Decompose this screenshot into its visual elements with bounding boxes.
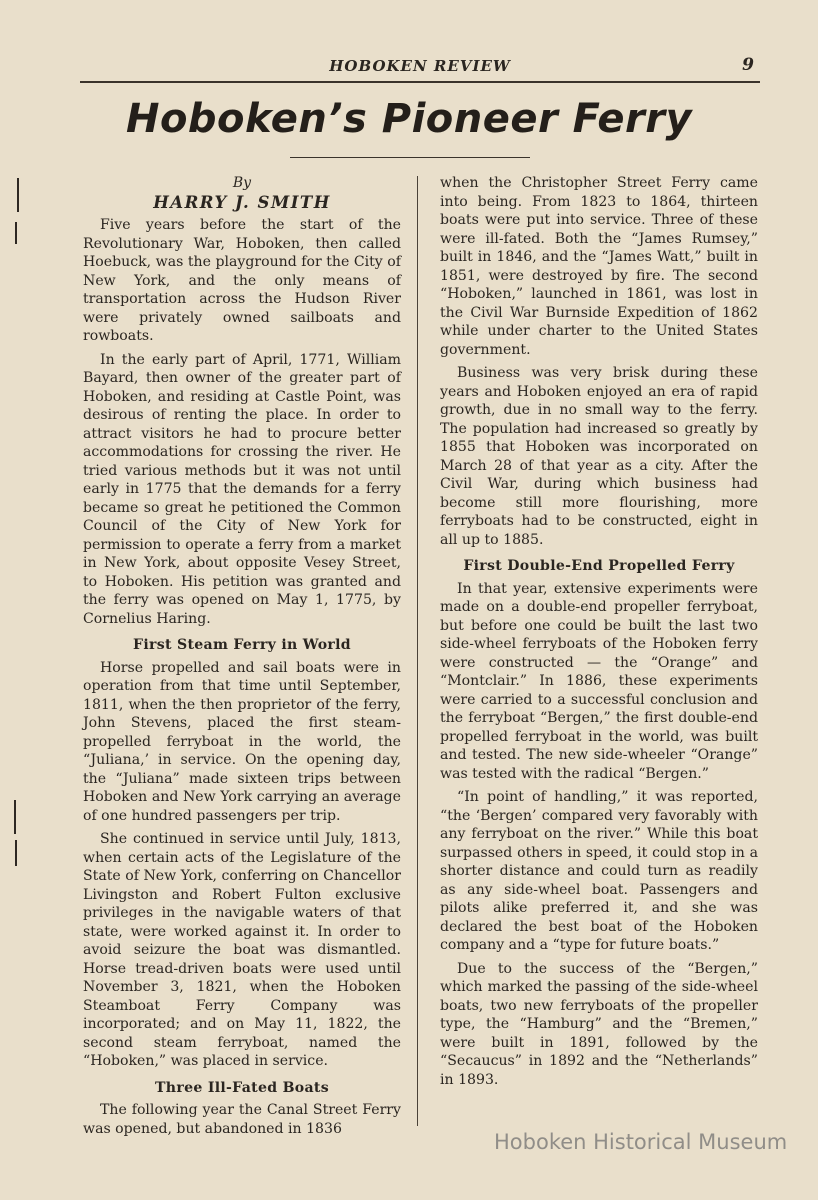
paragraph: In the early part of April, 1771, William Bayard, then owner of the greater part of Hoboken, and residing at Castle Point, was desirous of renting the place. In order to attract visitors he had to procure better accommodations for crossing the river. He tried various methods but it was not until early in 1775 that the demands for a ferry became so great he petitioned the Common Council of the City of New York for permission to operate a ferry from a market in New York, about opposite Vesey Street, to Hoboken. His petition was granted and the ferry was opened on May 1, 1775, by Cornelius Haring. (83, 351, 401, 627)
paragraph: “In point of handling,” it was reported, “the ‘Bergen’ compared very favorably with any ferryboat on the river.” While this boat surpassed others in speed, it could stop in a shorter distance and could turn as readily as any side-wheel boat. Passengers and pilots alike preferred it, and she was declared the best boat of the Hoboken company and a “type for future boats.” (440, 789, 758, 953)
section-heading: Three Ill-Fated Boats (155, 1079, 329, 1096)
margin-mark (14, 800, 16, 834)
margin-mark (17, 178, 19, 212)
paragraph: Due to the success of the “Bergen,” which marked the passing of the side-wheel boats, two new ferryboats of the propeller type, the “Hamburg” and the “Bremen,” were built in 1891, followed by the “Secaucus” in 1892 and the “Netherlands” in 1893. (440, 960, 758, 1088)
paragraph: In that year, extensive experiments were made on a double-end propeller ferryboat, but before one could be built the last two side-wheel ferryboats of the Hoboken ferry were constructed — the “Orange” and “Montclair.” In 1886, these experiments were carried to a successful conclusion and the ferryboat “Bergen,” the first double-end propelled ferryboat in the world, was built and tested. The new side-wheeler “Orange” was tested with the radical “Bergen.” (440, 580, 758, 782)
column-divider (417, 176, 418, 1126)
title-rule (290, 157, 530, 158)
paragraph: when the Christopher Street Ferry came into being. From 1823 to 1864, thirteen boats were put into service. Three of these were ill-fated. Both the “James Rumsey,” built in 1846, and the “James Watt,” built in 1851, were destroyed by fire. The second “Hoboken,” launched in 1861, was lost in the Civil War Burnside Expedition of 1862 while under charter to the United States government. (440, 175, 758, 358)
left-column (83, 174, 401, 1143)
byline-author: HARRY J. SMITH (153, 192, 331, 212)
article-title: Hoboken’s Pioneer Ferry (125, 96, 693, 142)
paragraph: Business was very brisk during these years and Hoboken enjoyed an era of rapid growth, due in no small way to the ferry. The population had increased so greatly by 1855 that Hoboken was incorporated on March 28 of that year as a city. After the Civil War, during which business had become still more flourishing, more ferryboats had to be constructed, eight in all up to 1885. (440, 365, 758, 548)
running-header (80, 55, 760, 83)
paragraph: Five years before the start of the Revolutionary War, Hoboken, then called Hoebuck, was the playground for the City of New York, and the only means of transportation across the Hudson River were privately owned sailboats and rowboats. (83, 217, 401, 344)
paragraph: The following year the Canal Street Ferry was opened, but abandoned in 1836 (83, 1102, 401, 1137)
paragraph: Horse propelled and sail boats were in operation from that time until September, 1811, when the then proprietor of the ferry, John Stevens, placed the first steam-propelled ferryboat in the world, the “Juliana,’ in service. On the opening day, the “Juliana” made sixteen trips between Hoboken and New York carrying an average of one hundred passengers per trip. (83, 659, 401, 824)
paragraph: She continued in service until July, 1813, when certain acts of the Legislature of the State of New York, conferring on Chancellor Livingston and Robert Fulton exclusive privileges in the navigable waters of that state, were worked against it. In order to avoid seizure the boat was dismantled. Horse tread-driven boats were used until November 3, 1821, when the Hoboken Steamboat Ferry Company was incorporated; and on May 11, 1822, the second steam ferryboat, named the “Hoboken,” was placed in service. (83, 831, 401, 1069)
right-column (440, 174, 758, 1094)
byline-by: By (232, 175, 252, 191)
section-heading: First Double-End Propelled Ferry (463, 558, 735, 574)
left-column-body (83, 216, 401, 1138)
running-title: HOBOKEN REVIEW (329, 57, 511, 75)
page-number: 9 (742, 55, 754, 75)
section-heading: First Steam Ferry in World (133, 637, 351, 653)
museum-watermark: Hoboken Historical Museum (494, 1130, 788, 1154)
right-column-body (440, 174, 758, 1089)
margin-mark (15, 840, 17, 866)
margin-mark (15, 222, 17, 244)
